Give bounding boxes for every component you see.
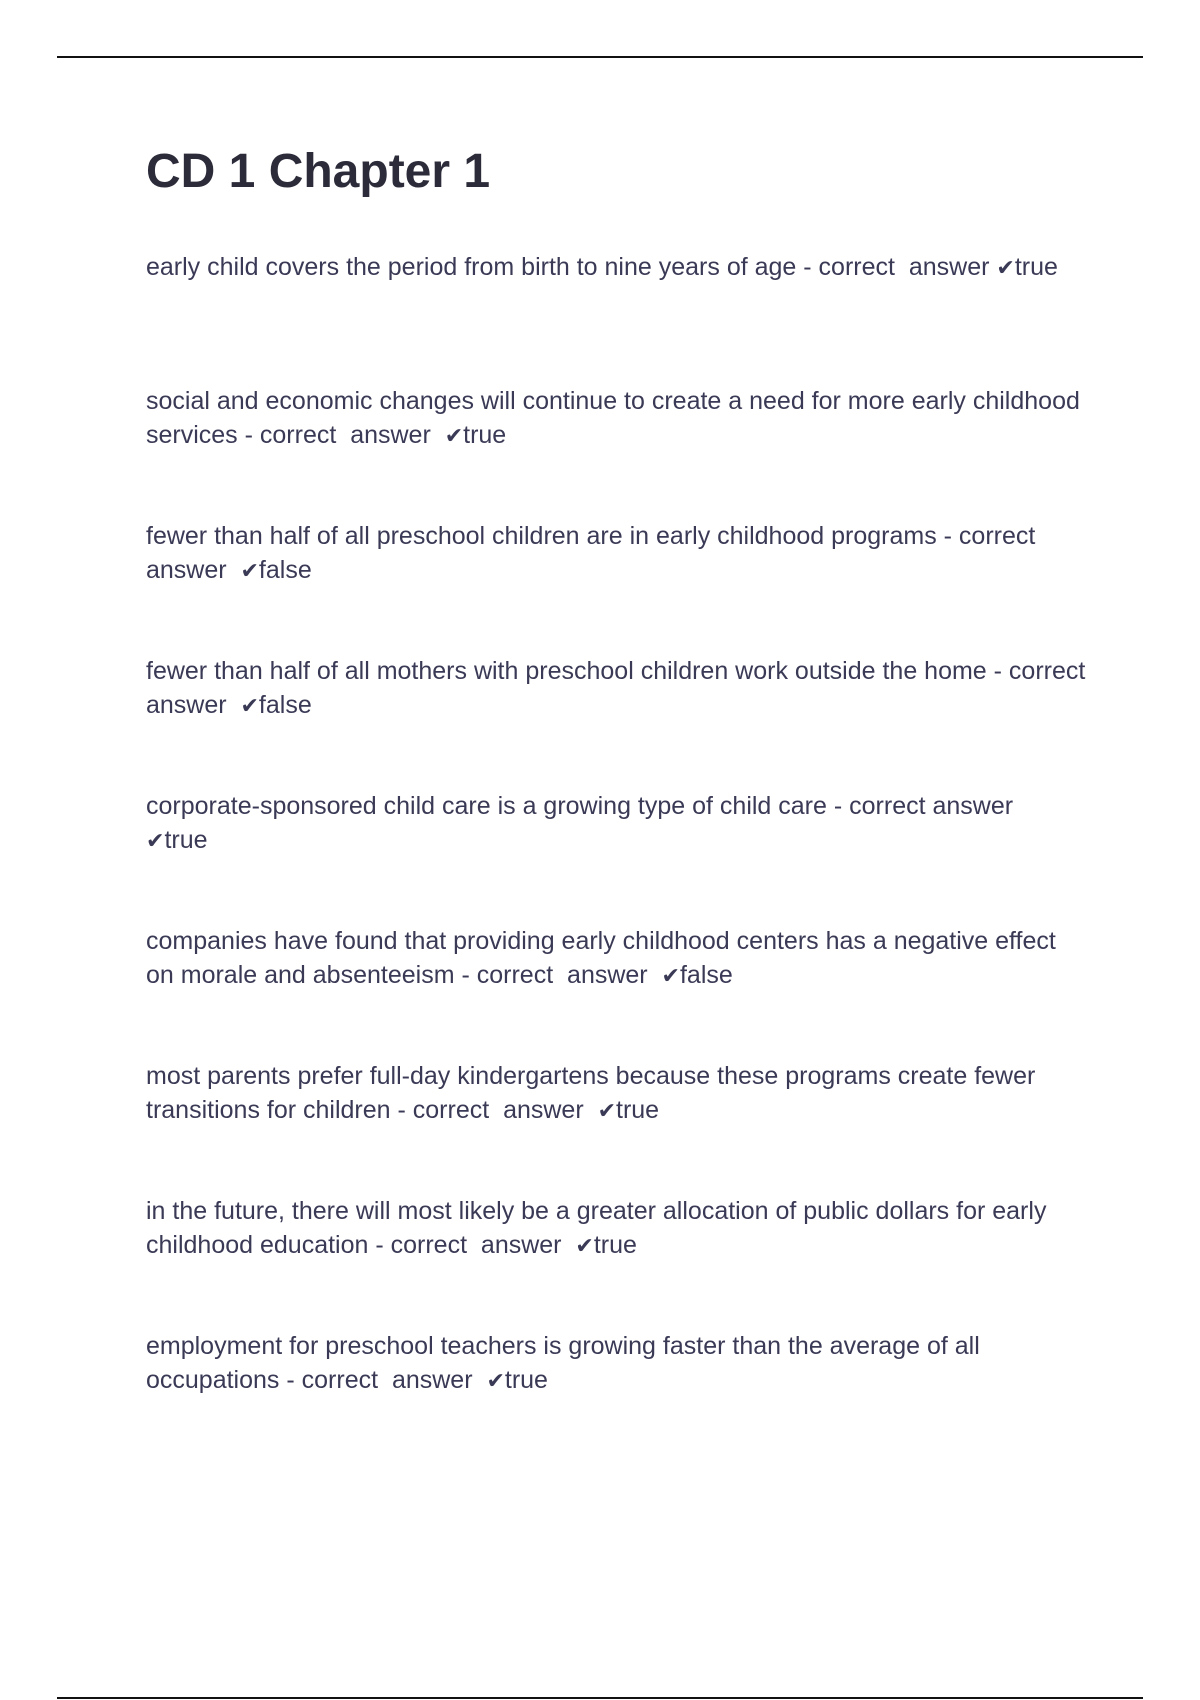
checkmark-icon: ✔ bbox=[444, 424, 464, 449]
top-divider bbox=[57, 56, 1143, 58]
answer-value: true bbox=[593, 1231, 637, 1259]
answer-separator: - correct answer bbox=[279, 1366, 487, 1394]
question-text: most parents prefer full-day kindergartens because these programs create fewer transitions for children bbox=[146, 1062, 1043, 1124]
checkmark-icon: ✔ bbox=[597, 1099, 616, 1124]
answer-separator: - correct answer bbox=[237, 421, 445, 449]
answer-value: false bbox=[258, 691, 312, 719]
checkmark-icon: ✔ bbox=[661, 964, 680, 989]
question-text: corporate-sponsored child care is a growing type of child care bbox=[146, 792, 827, 820]
checkmark-icon: ✔ bbox=[996, 256, 1015, 281]
question-text: employment for preschool teachers is growing faster than the average of all occupations bbox=[146, 1332, 987, 1394]
question-text: early child covers the period from birth to nine years of age bbox=[146, 253, 797, 281]
checkmark-icon: ✔ bbox=[575, 1234, 594, 1259]
answer-value: true bbox=[504, 1366, 548, 1394]
qa-item bbox=[146, 654, 1100, 755]
checkmark-icon: ✔ bbox=[240, 559, 259, 584]
question-text: fewer than half of all preschool children are in early childhood programs bbox=[146, 522, 937, 550]
answer-value: true bbox=[463, 421, 507, 449]
answer-value: false bbox=[679, 961, 733, 989]
answer-value: true bbox=[616, 1096, 660, 1124]
question-text: fewer than half of all mothers with preschool children work outside the home bbox=[146, 657, 987, 685]
qa-list bbox=[146, 250, 1100, 1430]
qa-item bbox=[146, 250, 1086, 350]
answer-value: true bbox=[1014, 253, 1058, 281]
qa-item bbox=[146, 384, 1086, 485]
qa-item bbox=[146, 519, 1086, 620]
qa-item bbox=[146, 1194, 1086, 1295]
answer-value: true bbox=[164, 826, 208, 854]
qa-item bbox=[146, 1059, 1086, 1160]
answer-separator: - correct answer bbox=[454, 961, 662, 989]
bottom-divider bbox=[57, 1697, 1143, 1699]
answer-separator: - correct answer bbox=[390, 1096, 598, 1124]
qa-item bbox=[146, 1329, 1086, 1430]
answer-separator: - correct answer bbox=[796, 253, 997, 281]
checkmark-icon: ✔ bbox=[146, 829, 165, 854]
answer-value: false bbox=[258, 556, 312, 584]
answer-separator: - correct answer bbox=[826, 792, 1027, 820]
answer-separator: - correct answer bbox=[146, 657, 1100, 719]
qa-item bbox=[146, 789, 1086, 890]
answer-separator: - correct answer bbox=[146, 522, 1050, 584]
qa-item bbox=[146, 924, 1086, 1025]
page-title: CD 1 Chapter 1 bbox=[146, 145, 491, 198]
answer-separator: - correct answer bbox=[368, 1231, 576, 1259]
question-text: companies have found that providing early childhood centers has a negative effect on morale and absenteeism bbox=[146, 927, 1063, 989]
document-body bbox=[146, 140, 1100, 1464]
checkmark-icon: ✔ bbox=[486, 1369, 505, 1394]
question-text: in the future, there will most likely be a greater allocation of public dollars for early childhood education bbox=[146, 1197, 1054, 1259]
question-text: social and economic changes will continue to create a need for more early childhood services bbox=[146, 387, 1087, 449]
checkmark-icon: ✔ bbox=[240, 694, 259, 719]
